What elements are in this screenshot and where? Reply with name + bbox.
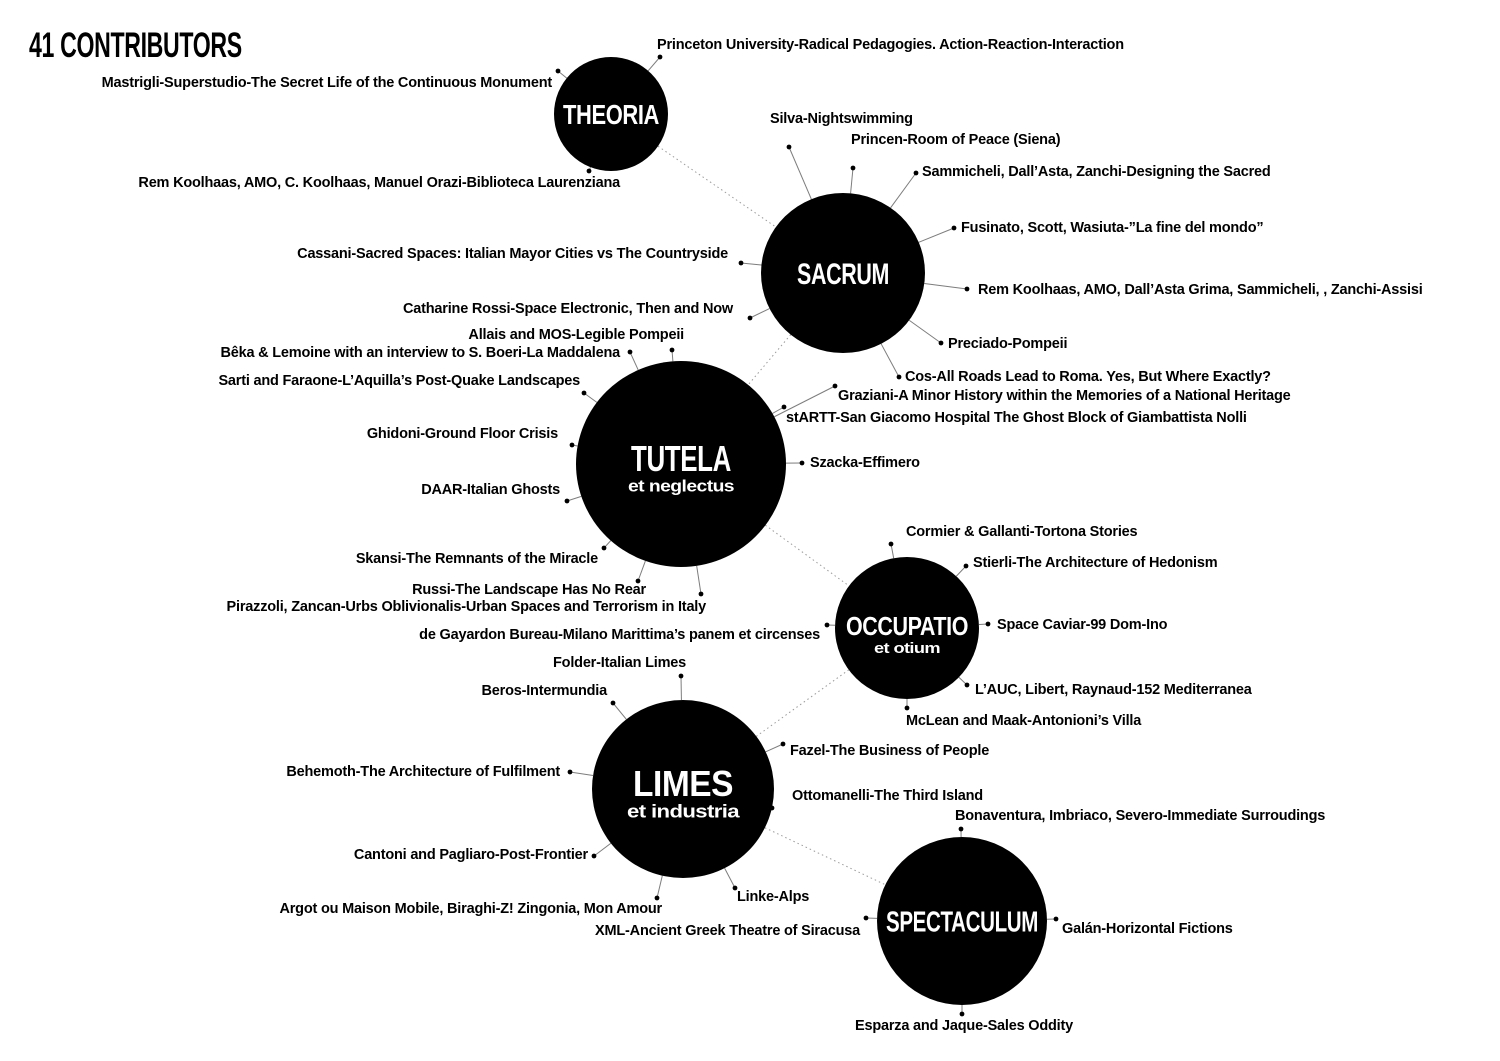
label-dot	[833, 384, 838, 389]
label-dot	[628, 350, 633, 355]
label-dot	[655, 896, 660, 901]
label-dot	[587, 169, 592, 174]
contributor-label: Sarti and Faraone-L’Aquilla’s Post-Quake Landscapes	[218, 373, 580, 389]
contributor-label: Folder-Italian Limes	[553, 655, 686, 671]
label-dot	[960, 1012, 965, 1017]
contributor-label: stARTT-San Giacomo Hospital The Ghost Block of Giambattista Nolli	[786, 410, 1247, 426]
connector-line	[638, 561, 645, 581]
hub-link-limes-spectaculum	[765, 828, 885, 885]
connector-line	[725, 868, 735, 888]
connector-line	[851, 168, 853, 193]
contributor-label: Bêka & Lemoine with an interview to S. Boeri-La Maddalena	[220, 345, 620, 361]
label-dot	[787, 145, 792, 150]
label-dot	[864, 916, 869, 921]
connector-line	[741, 263, 761, 265]
label-dot	[602, 546, 607, 551]
hub-label-sacrum: SACRUM	[797, 257, 889, 291]
hub-link-tutela-occupatio	[765, 525, 849, 586]
contributor-label: Cormier & Gallanti-Tortona Stories	[906, 524, 1138, 540]
hub-sublabel-tutela: et neglectus	[628, 476, 735, 496]
hub-link-occupatio-limes	[756, 670, 848, 736]
connector-line	[697, 566, 701, 594]
label-dot	[592, 854, 597, 859]
contributor-label: Fazel-The Business of People	[790, 743, 990, 759]
label-dot	[556, 69, 561, 74]
contributor-label: Rem Koolhaas, AMO, C. Koolhaas, Manuel Orazi-Biblioteca Laurenziana	[138, 175, 620, 191]
hub-label-spectaculum: SPECTACULUM	[886, 906, 1038, 939]
contributor-label: Mastrigli-Superstudio-The Secret Life of the Continuous Monument	[101, 75, 552, 91]
contributor-label: Fusinato, Scott, Wasiuta-”La fine del mondo”	[961, 220, 1264, 236]
hub-link-sacrum-tutela	[748, 335, 791, 385]
page-title: 41 CONTRIBUTORS	[29, 26, 242, 65]
contributor-label: de Gayardon Bureau-Milano Marittima’s panem et circenses	[419, 627, 820, 643]
contributor-label: Skansi-The Remnants of the Miracle	[355, 551, 598, 567]
connector-line	[919, 228, 954, 242]
connector-line	[924, 283, 967, 289]
connector-line	[613, 703, 626, 719]
hub-label-tutela: TUTELA	[631, 438, 732, 479]
label-dot	[670, 348, 675, 353]
hub-label-limes: LIMES	[633, 763, 733, 804]
contributor-label: Ghidoni-Ground Floor Crisis	[366, 426, 558, 442]
connector-line	[766, 744, 783, 752]
contributor-label: Preciado-Pompeii	[948, 336, 1068, 352]
contributor-label: Ottomanelli-The Third Island	[792, 788, 983, 804]
contributor-label: Rem Koolhaas, AMO, Dall’Asta Grima, Sammicheli, , Zanchi-Assisi	[978, 282, 1423, 298]
connector-line	[750, 309, 770, 318]
connector-line	[891, 173, 916, 208]
contributor-label: L’AUC, Libert, Raynaud-152 Mediterranea	[975, 682, 1252, 698]
label-dot	[851, 166, 856, 171]
contributor-label: XML-Ancient Greek Theatre of Siracusa	[595, 923, 860, 939]
contributor-label: Stierli-The Architecture of Hedonism	[973, 555, 1218, 571]
contributor-label: Princen-Room of Peace (Siena)	[851, 132, 1061, 148]
contributor-label: Silva-Nightswimming	[770, 111, 913, 127]
contributor-label: Princeton University-Radical Pedagogies. Action-Reaction-Interaction	[657, 37, 1124, 53]
contributor-label: DAAR-Italian Ghosts	[421, 482, 560, 498]
contributor-label: Sammicheli, Dall’Asta, Zanchi-Designing the Sacred	[922, 164, 1271, 180]
label-dot	[965, 683, 970, 688]
label-dot	[582, 391, 587, 396]
label-dot	[658, 55, 663, 60]
contributor-label: Beros-Intermundia	[481, 683, 607, 699]
connector-line	[881, 344, 899, 377]
contributor-label: Linke-Alps	[737, 889, 810, 905]
contributor-label: Space Caviar-99 Dom-Ino	[997, 617, 1168, 633]
contributor-label: Allais and MOS-Legible Pompeii	[468, 327, 684, 343]
hub-label-theoria: THEORIA	[563, 99, 660, 131]
hub-sublabel-occupatio: et otium	[874, 640, 941, 657]
label-dot	[699, 592, 704, 597]
contributor-label: Bonaventura, Imbriaco, Severo-Immediate Surroudings	[955, 808, 1326, 824]
hub-label-occupatio: OCCUPATIO	[846, 611, 969, 641]
label-dot	[800, 461, 805, 466]
contributor-label: Catharine Rossi-Space Electronic, Then and Now	[402, 301, 733, 317]
connector-line	[594, 843, 611, 856]
label-dot	[897, 375, 902, 380]
label-dot	[748, 316, 753, 321]
contributor-label: Esparza and Jaque-Sales Oddity	[854, 1018, 1074, 1034]
connector-line	[909, 320, 941, 343]
connector-line	[789, 147, 811, 199]
connector-line	[648, 57, 660, 71]
contributor-label: Cos-All Roads Lead to Roma. Yes, But Where Exactly?	[905, 369, 1271, 385]
hub-sublabel-limes: et industria	[627, 801, 741, 822]
contributor-label: Galán-Horizontal Fictions	[1062, 921, 1233, 937]
label-dot	[939, 341, 944, 346]
label-dot	[611, 701, 616, 706]
label-dot	[952, 226, 957, 231]
contributor-label: Russi-The Landscape Has No Rear	[412, 582, 646, 598]
label-dot	[739, 261, 744, 266]
connector-line	[570, 772, 593, 775]
contributor-label: Pirazzoli, Zancan-Urbs Oblivionalis-Urban Spaces and Terrorism in Italy	[226, 599, 706, 615]
contributor-label: Graziani-A Minor History within the Memories of a National Heritage	[838, 388, 1291, 404]
label-dot	[570, 443, 575, 448]
label-dot	[825, 623, 830, 628]
contributor-label: McLean and Maak-Antonioni’s Villa	[906, 713, 1142, 729]
label-dot	[905, 706, 910, 711]
contributor-label: Cantoni and Pagliaro-Post-Frontier	[353, 847, 588, 863]
label-dot	[568, 770, 573, 775]
label-dot	[889, 542, 894, 547]
contributor-label: Argot ou Maison Mobile, Biraghi-Z! Zingonia, Mon Amour	[279, 901, 662, 917]
contributor-label: Cassani-Sacred Spaces: Italian Mayor Cities vs The Countryside	[297, 246, 728, 262]
label-dot	[959, 827, 964, 832]
label-dot	[965, 287, 970, 292]
label-dot	[914, 171, 919, 176]
connector-line	[657, 876, 662, 898]
contributor-label: Szacka-Effimero	[810, 455, 920, 471]
label-dot	[1054, 917, 1059, 922]
label-dot	[782, 405, 787, 410]
label-dot	[986, 622, 991, 627]
contributor-label: Behemoth-The Architecture of Fulfilment	[286, 764, 560, 780]
label-dot	[781, 742, 786, 747]
label-dot	[565, 499, 570, 504]
label-dot	[964, 564, 969, 569]
connector-line	[630, 352, 638, 370]
label-dot	[679, 674, 684, 679]
hub-link-theoria-sacrum	[658, 146, 776, 227]
